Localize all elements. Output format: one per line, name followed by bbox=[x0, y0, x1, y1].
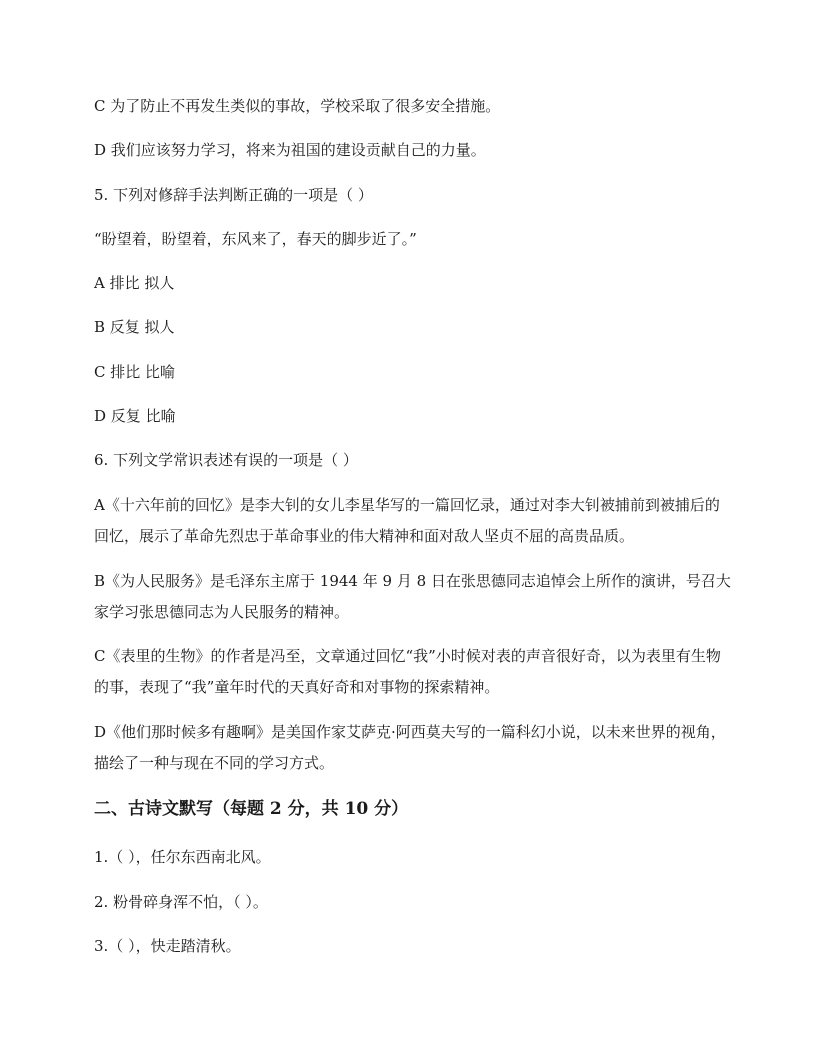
q5-option-d: D 反复 比喻 bbox=[94, 407, 176, 425]
q6-option-c: C《表里的生物》的作者是冯至，文章通过回忆“我”小时候对表的声音很好奇，以为表里有生物的事，表现了“我”童年时代的天真好奇和对事物的探索精神。 bbox=[94, 647, 721, 696]
q5-option-c: C 排比 比喻 bbox=[94, 363, 176, 381]
q6-option-d: D《他们那时候多有趣啊》是美国作家艾萨克·阿西莫夫写的一篇科幻小说，以未来世界的视角，描绘了一种与现在不同的学习方式。 bbox=[94, 723, 726, 772]
q5-option-b: B 反复 拟人 bbox=[94, 318, 175, 336]
q4-option-d: D 我们应该努力学习，将来为祖国的建设贡献自己的力量。 bbox=[94, 141, 486, 159]
poem-item-1: 1.（ ），任尔东西南北风。 bbox=[94, 848, 271, 866]
section-2-heading: 二、古诗文默写（每题 2 分，共 10 分） bbox=[94, 799, 409, 819]
question-5-quote: “盼望着，盼望着，东风来了，春天的脚步近了。” bbox=[94, 230, 417, 248]
poem-item-2: 2. 粉骨碎身浑不怕，（ ）。 bbox=[94, 893, 268, 911]
q5-option-a: A 排比 拟人 bbox=[94, 274, 175, 292]
q6-option-a: A《十六年前的回忆》是李大钊的女儿李星华写的一篇回忆录，通过对李大钊被捕前到被捕后的回忆，展示了革命先烈忠于革命事业的伟大精神和面对敌人坚贞不屈的高贵品质。 bbox=[94, 496, 720, 545]
question-5: 5. 下列对修辞手法判断正确的一项是（ ） bbox=[94, 186, 373, 204]
q6-option-b: B《为人民服务》是毛泽东主席于 1944 年 9 月 8 日在张思德同志追悼会上所作的演讲，号召大家学习张思德同志为人民服务的精神。 bbox=[94, 572, 731, 621]
question-6: 6. 下列文学常识表述有误的一项是（ ） bbox=[94, 451, 358, 469]
q4-option-c: C 为了防止不再发生类似的事故，学校采取了很多安全措施。 bbox=[94, 97, 501, 115]
poem-item-3: 3.（ ），快走踏清秋。 bbox=[94, 937, 241, 955]
